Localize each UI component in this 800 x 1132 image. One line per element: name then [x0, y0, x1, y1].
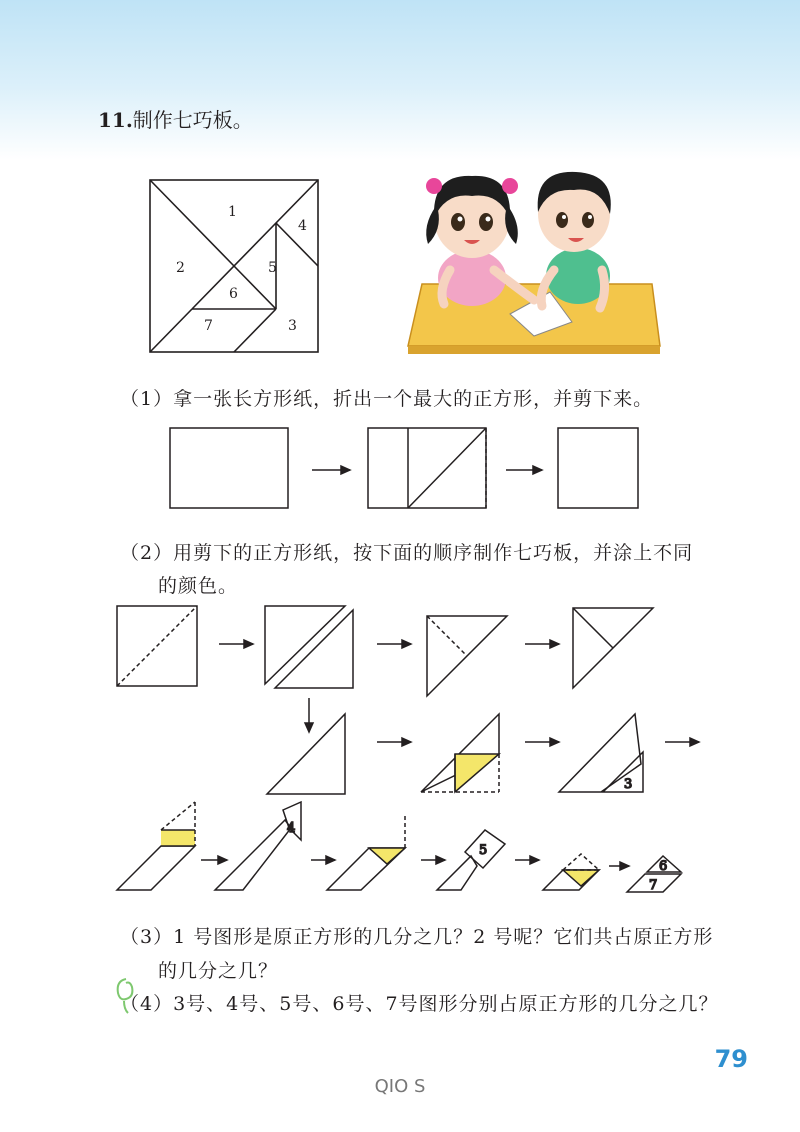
- exercise-title: [98, 104, 253, 133]
- tangram-label-6: 6: [229, 286, 238, 302]
- question-3-line2: 的几分之几？: [158, 960, 279, 982]
- step2-diagram: [115, 604, 715, 904]
- tangram-label-1: 1: [228, 204, 237, 220]
- svg-text:5: 5: [479, 843, 488, 858]
- svg-text:3: 3: [624, 777, 633, 792]
- question-1: （1）拿一张长方形纸，折出一个最大的正方形，并剪下来。: [120, 388, 654, 410]
- children-illustration: [402, 166, 662, 356]
- footer-text: QIO S: [374, 1076, 426, 1097]
- tangram-figure: [150, 180, 320, 355]
- tangram-label-2: 2: [176, 260, 185, 276]
- tangram-label-4: 4: [298, 218, 307, 234]
- svg-text:4: 4: [287, 821, 296, 836]
- question-2-line1: （2）用剪下的正方形纸，按下面的顺序制作七巧板，并涂上不同: [120, 542, 694, 564]
- step1-diagram: [170, 426, 650, 516]
- exercise-title-text: 制作七巧板。: [132, 108, 253, 132]
- tangram-label-3: 3: [288, 318, 297, 334]
- tangram-label-7: 7: [204, 318, 213, 334]
- header-band: [0, 0, 800, 160]
- question-4: （4）3号、4号、5号、6号、7号图形分别占原正方形的几分之几？: [120, 993, 719, 1015]
- question-2-line2: 的颜色。: [158, 575, 239, 597]
- svg-text:6: 6: [659, 859, 668, 874]
- exercise-number: 11.: [98, 108, 133, 132]
- question-3-line1: （3）1 号图形是原正方形的几分之几？2 号呢？它们共占原正方形: [120, 926, 714, 948]
- page-number: 79: [714, 1045, 748, 1073]
- svg-text:7: 7: [649, 878, 658, 893]
- tangram-label-5: 5: [268, 260, 277, 276]
